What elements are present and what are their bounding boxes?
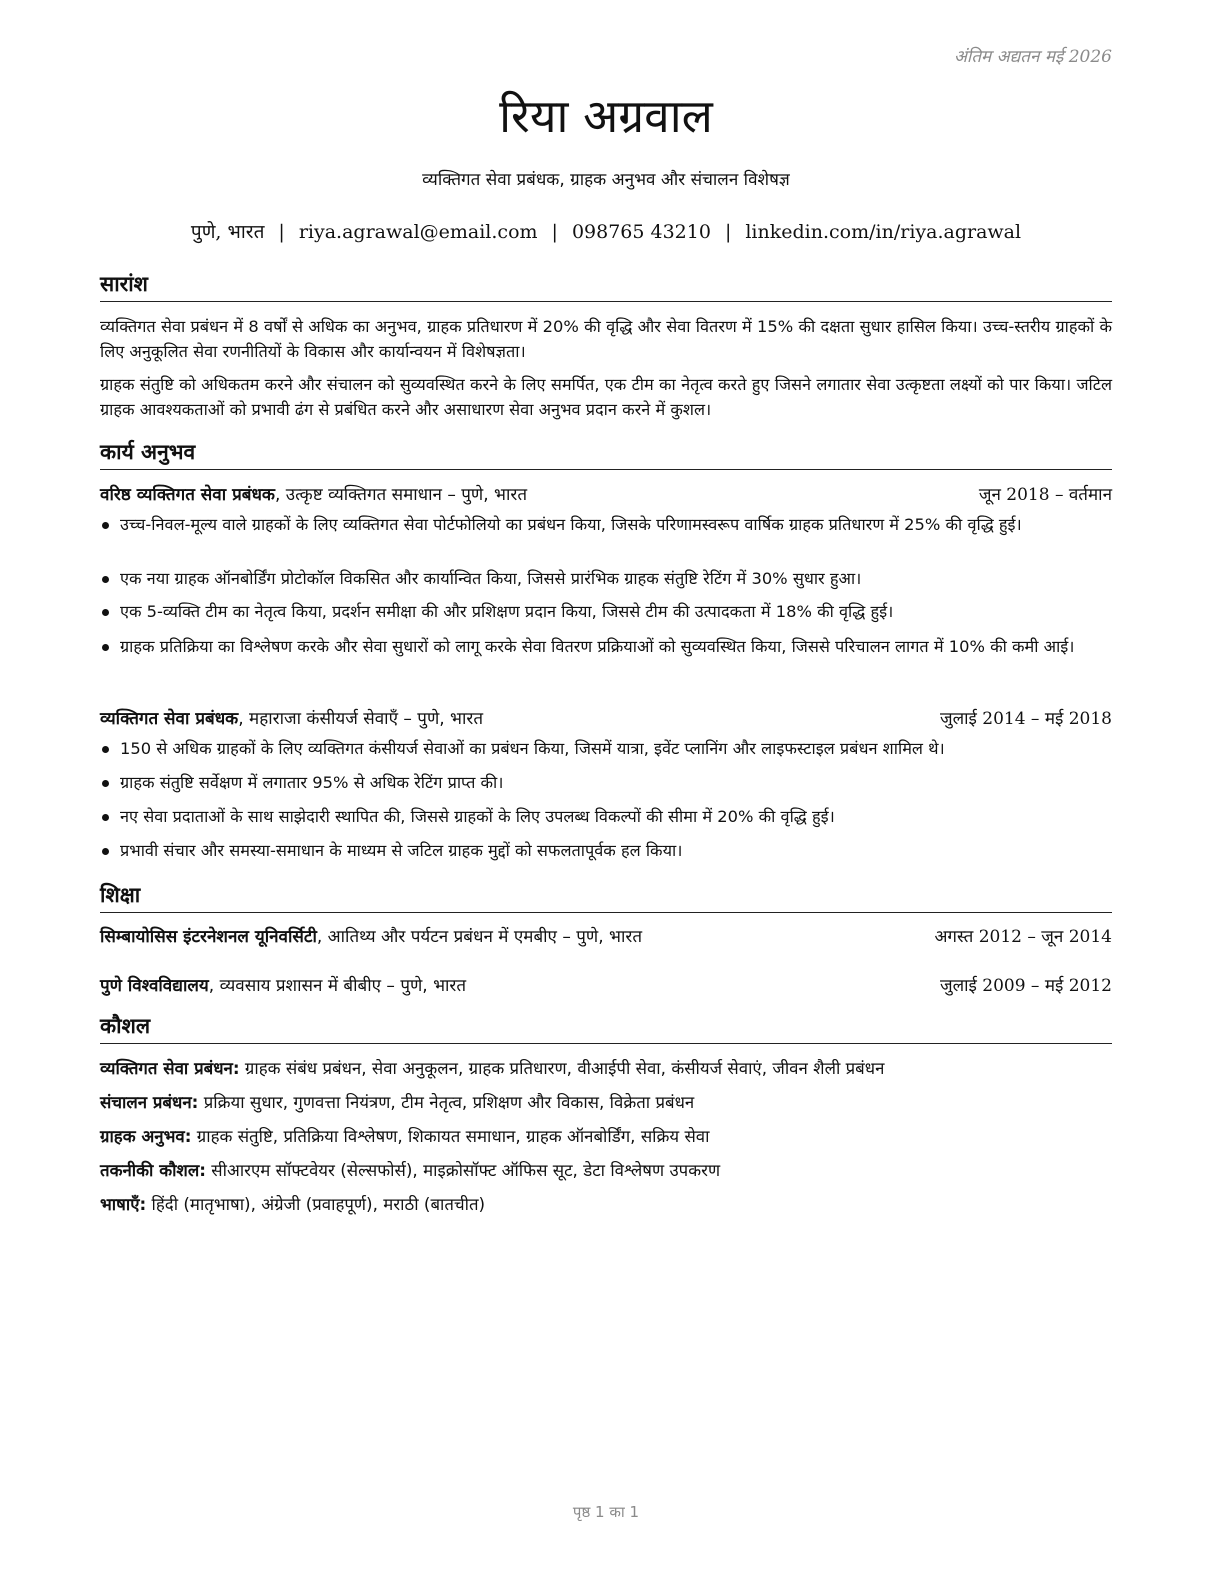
job-role: वरिष्ठ व्यक्तिगत सेवा प्रबंधक xyxy=(100,485,275,505)
skill-label: तकनीकी कौशल: xyxy=(100,1160,206,1180)
job-org: , महाराजा कंसीयर्ज सेवाएँ – पुणे, भारत xyxy=(238,709,484,729)
job-bullet: ग्राहक प्रतिक्रिया का विश्लेषण करके और सेवा सुधारों को लागू करके सेवा वितरण प्रक्रियाओं को सुव्यवस्थित किया, जिससे परिचालन लागत में 10% की कमी आई। xyxy=(100,634,1112,659)
candidate-tagline: व्यक्तिगत सेवा प्रबंधक, ग्राहक अनुभव और संचालन विशेषज्ञ xyxy=(422,170,790,190)
education-item xyxy=(100,973,1112,996)
education-date: अगस्त 2012 – जून 2014 xyxy=(934,927,1112,947)
skill-line xyxy=(100,1192,1112,1215)
skill-value: ग्राहक संबंध प्रबंधन, सेवा अनुकूलन, ग्राहक प्रतिधारण, वीआईपी सेवा, कंसीयर्ज सेवाएं, जीवन शैली प्रबंधन xyxy=(239,1058,885,1078)
skill-line xyxy=(100,1090,1112,1113)
skill-value: हिंदी (मातृभाषा), अंग्रेजी (प्रवाहपूर्ण), मराठी (बातचीत) xyxy=(146,1194,486,1214)
page-number: पृष्ठ 1 का 1 xyxy=(572,1503,640,1521)
summary-paragraph: ग्राहक संतुष्टि को अधिकतम करने और संचालन को सुव्यवस्थित करने के लिए समर्पित, एक टीम का नेतृत्व करते हुए जिसने लगातार सेवा उत्कृष्टता लक्ष्यों को पार किया। जटिल ग्राहक आवश्यकताओं को प्रभावी ढंग से प्रबंधित करने और असाधारण सेवा अनुभव प्रदान करने में कुशल। xyxy=(100,375,1112,419)
job-bullet: एक 5-व्यक्ति टीम का नेतृत्व किया, प्रदर्शन समीक्षा की और प्रशिक्षण प्रदान किया, जिससे टीम की उत्पादकता में 18% की वृद्धि हुई। xyxy=(100,599,1112,624)
education-detail: , आतिथ्य और पर्यटन प्रबंधन में एमबीए – पुणे, भारत xyxy=(316,927,643,947)
education-institution: सिम्बायोसिस इंटरनेशनल यूनिवर्सिटी xyxy=(100,927,317,947)
last-updated: अंतिम अद्यतन मई 2026 xyxy=(953,47,1112,67)
job-bullet: 150 से अधिक ग्राहकों के लिए व्यक्तिगत कंसीयर्ज सेवाओं का प्रबंधन किया, जिसमें यात्रा, इवेंट प्लानिंग और लाइफस्टाइल प्रबंधन शामिल थे। xyxy=(100,736,1112,761)
contact-line xyxy=(100,218,1112,244)
skills-heading: कौशल xyxy=(100,1012,1112,1044)
education-heading: शिक्षा xyxy=(100,881,1112,913)
contact-email[interactable]: riya.agrawal@email.com xyxy=(298,221,538,243)
education-institution: पुणे विश्वविद्यालय xyxy=(100,976,209,996)
education-item xyxy=(100,924,1112,947)
resume-page xyxy=(100,0,1112,1584)
contact-location: पुणे, भारत xyxy=(190,221,265,243)
skill-line xyxy=(100,1124,1112,1147)
experience-heading: कार्य अनुभव xyxy=(100,438,1112,470)
job-bullet: उच्च-निवल-मूल्य वाले ग्राहकों के लिए व्यक्तिगत सेवा पोर्टफोलियो का प्रबंधन किया, जिसके परिणामस्वरूप वार्षिक ग्राहक प्रतिधारण में 25% की वृद्धि हुई। xyxy=(100,512,1112,537)
job-bullet: नए सेवा प्रदाताओं के साथ साझेदारी स्थापित की, जिससे ग्राहकों के लिए उपलब्ध विकल्पों की सीमा में 20% की वृद्धि हुई। xyxy=(100,804,1112,829)
education-date: जुलाई 2009 – मई 2012 xyxy=(939,976,1112,996)
skill-line xyxy=(100,1158,1112,1181)
job-role: व्यक्तिगत सेवा प्रबंधक xyxy=(100,709,239,729)
education-detail: , व्यवसाय प्रशासन में बीबीए – पुणे, भारत xyxy=(208,976,467,996)
job-bullet: एक नया ग्राहक ऑनबोर्डिंग प्रोटोकॉल विकसित और कार्यान्वित किया, जिससे प्रारंभिक ग्राहक संतुष्टि रेटिंग में 30% सुधार हुआ। xyxy=(100,566,1112,591)
skill-label: व्यक्तिगत सेवा प्रबंधन: xyxy=(100,1058,240,1078)
contact-separator: | xyxy=(551,221,558,243)
skill-label: ग्राहक अनुभव: xyxy=(100,1126,192,1146)
job-bullet: प्रभावी संचार और समस्या-समाधान के माध्यम से जटिल ग्राहक मुद्दों को सफलतापूर्वक हल किया। xyxy=(100,838,1112,863)
contact-phone: 098765 43210 xyxy=(571,221,711,243)
candidate-name: रिया अग्रवाल xyxy=(499,89,713,143)
job-header xyxy=(100,482,1112,505)
contact-separator: | xyxy=(724,221,732,243)
job-date: जुलाई 2014 – मई 2018 xyxy=(939,709,1112,729)
skill-value: प्रक्रिया सुधार, गुणवत्ता नियंत्रण, टीम नेतृत्व, प्रशिक्षण और विकास, विक्रेता प्रबंधन xyxy=(198,1092,695,1112)
skill-value: ग्राहक संतुष्टि, प्रतिक्रिया विश्लेषण, शिकायत समाधान, ग्राहक ऑनबोर्डिंग, सक्रिय सेवा xyxy=(191,1126,710,1146)
contact-separator: | xyxy=(278,221,285,243)
summary-heading: सारांश xyxy=(100,270,1112,302)
job-date: जून 2018 – वर्तमान xyxy=(978,485,1112,505)
summary-paragraph: व्यक्तिगत सेवा प्रबंधन में 8 वर्षों से अधिक का अनुभव, ग्राहक प्रतिधारण में 20% की वृद्धि और सेवा वितरण में 15% की दक्षता सुधार हासिल किया। उच्च-स्तरीय ग्राहकों के लिए अनुकूलित सेवा रणनीतियों के विकास और कार्यान्वयन में विशेषज्ञता। xyxy=(100,317,1112,361)
skill-value: सीआरएम सॉफ्टवेयर (सेल्सफोर्स), माइक्रोसॉफ्ट ऑफिस सूट, डेटा विश्लेषण उपकरण xyxy=(205,1160,721,1180)
contact-linkedin[interactable]: linkedin.com/in/riya.agrawal xyxy=(745,221,1022,243)
skill-label: संचालन प्रबंधन: xyxy=(100,1092,199,1112)
skill-label: भाषाएँ: xyxy=(100,1194,147,1214)
job-org: , उत्कृष्ट व्यक्तिगत समाधान – पुणे, भारत xyxy=(274,485,528,505)
job-bullet: ग्राहक संतुष्टि सर्वेक्षण में लगातार 95% से अधिक रेटिंग प्राप्त की। xyxy=(100,770,1112,795)
skill-line xyxy=(100,1056,1112,1079)
job-header xyxy=(100,706,1112,729)
